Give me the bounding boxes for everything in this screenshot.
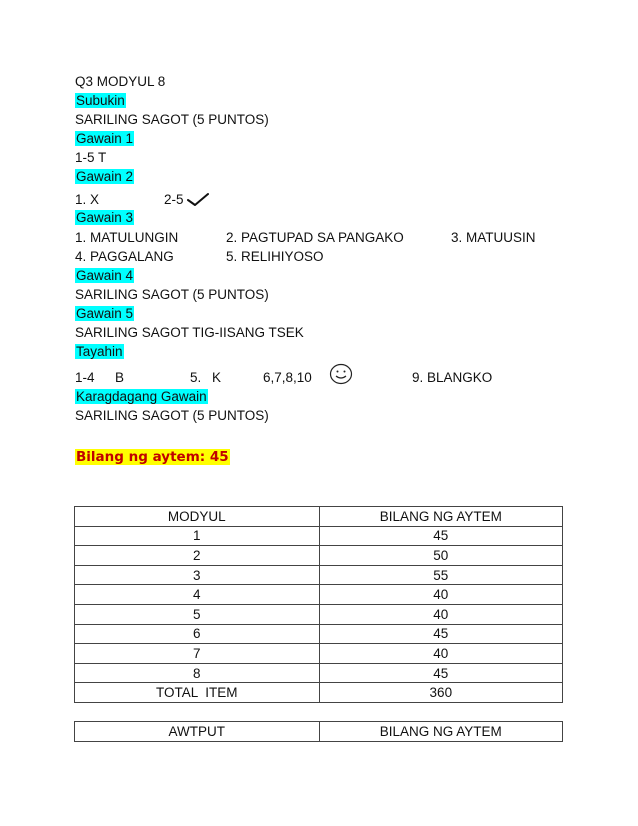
section-label-karagdagang-gawain: Karagdagang Gawain (76, 389, 207, 404)
gawain-3-item-2: 2. PAGTUPAD SA PANGAKO (226, 230, 404, 245)
tayahin-answer-1-value: B (115, 370, 125, 385)
checkmark-icon (187, 192, 209, 208)
tayahin-answer-2-value: K (212, 370, 222, 385)
table-cell: 8 (75, 663, 320, 683)
table-row (75, 663, 563, 683)
bilang-ng-aytem: Bilang ng aytem: 45 (76, 449, 229, 465)
table-row (75, 644, 563, 664)
table-row (75, 565, 563, 585)
table-cell: 45 (319, 624, 562, 644)
table-cell: 55 (319, 565, 562, 585)
table-cell: 40 (319, 585, 562, 605)
smiley-icon (329, 363, 353, 385)
gawain-1-answer: 1-5 T (75, 150, 107, 165)
table-cell: 40 (319, 644, 562, 664)
table-cell: 2 (75, 546, 320, 566)
table-total-label: TOTAL ITEM (75, 683, 320, 703)
gawain-3-item-5: 5. RELIHIYOSO (226, 249, 324, 264)
table-row (75, 624, 563, 644)
table-cell: 50 (319, 546, 562, 566)
table-header-modyul: MODYUL (75, 507, 320, 527)
table-cell: 7 (75, 644, 320, 664)
subukin-answer: SARILING SAGOT (5 PUNTOS) (75, 112, 269, 127)
tayahin-answer-4: 9. BLANGKO (412, 370, 493, 385)
tayahin-answer-1-label: 1-4 (75, 370, 95, 385)
table-row (75, 546, 563, 566)
table-cell: 45 (319, 526, 562, 546)
section-label-gawain-2: Gawain 2 (76, 169, 134, 184)
table-header-row (75, 722, 563, 742)
gawain-2-answer-2: 2-5 (164, 191, 209, 208)
karagdagang-gawain-answer: SARILING SAGOT (5 PUNTOS) (75, 408, 269, 423)
table-cell: 45 (319, 663, 562, 683)
table-row (75, 585, 563, 605)
section-label-gawain-3: Gawain 3 (76, 210, 134, 225)
table-header-bilang: BILANG NG AYTEM (319, 722, 562, 742)
table-cell: 4 (75, 585, 320, 605)
gawain-3-item-1: 1. MATULUNGIN (75, 230, 179, 245)
table-total-row (75, 683, 563, 703)
table-cell: 5 (75, 604, 320, 624)
section-label-gawain-4: Gawain 4 (76, 268, 134, 283)
gawain-4-answer: SARILING SAGOT (5 PUNTOS) (75, 287, 269, 302)
table-header-awtput: AWTPUT (75, 722, 320, 742)
document-heading: Q3 MODYUL 8 (75, 74, 166, 89)
table-total-value: 360 (319, 683, 562, 703)
table-header-bilang: BILANG NG AYTEM (319, 507, 562, 527)
table-cell: 1 (75, 526, 320, 546)
section-label-subukin: Subukin (76, 93, 125, 108)
gawain-3-item-4: 4. PAGGALANG (75, 249, 174, 264)
section-label-gawain-5: Gawain 5 (76, 306, 134, 321)
table-cell: 6 (75, 624, 320, 644)
tayahin-answer-3-label: 6,7,8,10 (263, 370, 312, 385)
modyul-table (74, 506, 563, 703)
section-label-tayahin: Tayahin (76, 344, 123, 359)
table-row (75, 526, 563, 546)
tayahin-answer-2-label: 5. (190, 370, 202, 385)
table-cell: 3 (75, 565, 320, 585)
gawain-2-answer-1: 1. X (75, 192, 100, 207)
gawain-5-answer: SARILING SAGOT TIG-IISANG TSEK (75, 325, 304, 340)
awtput-table (74, 721, 563, 742)
table-row (75, 604, 563, 624)
gawain-3-item-3: 3. MATUUSIN (451, 230, 536, 245)
section-label-gawain-1: Gawain 1 (76, 131, 134, 146)
table-header-row (75, 507, 563, 527)
table-cell: 40 (319, 604, 562, 624)
